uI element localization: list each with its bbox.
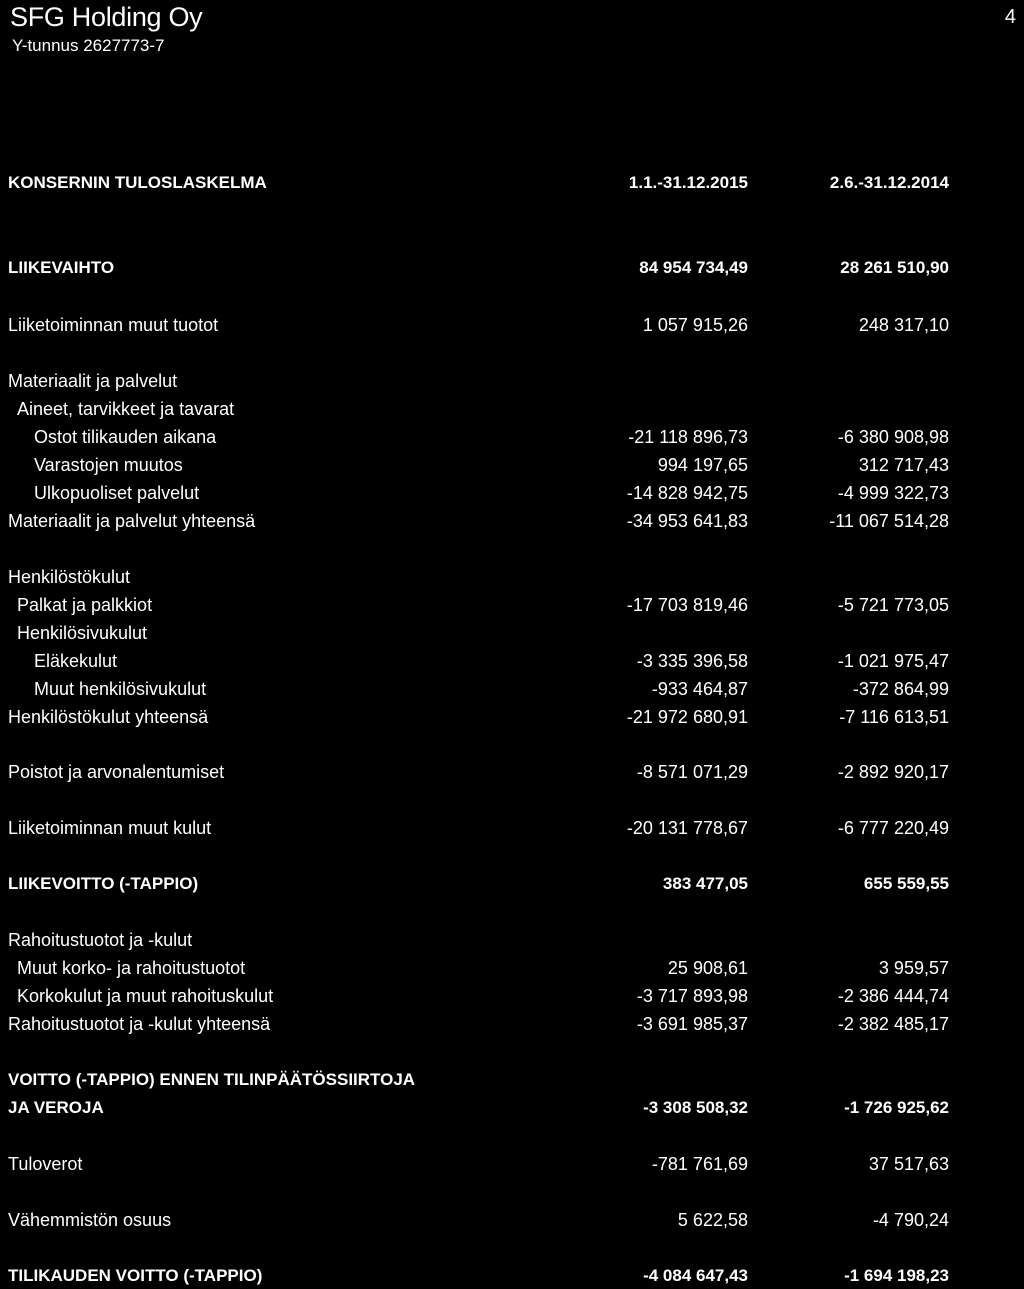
statement-row	[0, 593, 1024, 617]
row-value-2: 37 517,63	[868, 1154, 949, 1174]
statement-row	[0, 369, 1024, 393]
statement-row	[0, 956, 1024, 980]
row-value-2: 655 559,55	[863, 874, 949, 893]
statement-row	[0, 816, 1024, 840]
statement-row	[0, 621, 1024, 645]
row-value-1: -21 972 680,91	[626, 707, 748, 727]
row-value-2: 248 317,10	[858, 315, 949, 335]
statement-row	[0, 705, 1024, 729]
row-value-1: -3 717 893,98	[636, 986, 748, 1006]
statement-row	[0, 1152, 1024, 1176]
row-value-1: -933 464,87	[651, 679, 748, 699]
row-label: Vähemmistön osuus	[8, 1210, 172, 1230]
row-label: Materiaalit ja palvelut yhteensä	[8, 511, 256, 531]
row-label: Ulkopuoliset palvelut	[34, 483, 200, 503]
statement-row	[0, 453, 1024, 477]
row-label: Materiaalit ja palvelut	[8, 371, 178, 391]
row-label: Palkat ja palkkiot	[17, 595, 153, 615]
row-label: Ostot tilikauden aikana	[34, 427, 217, 447]
row-value-2: -2 382 485,17	[837, 1014, 949, 1034]
statement-row	[0, 872, 1024, 896]
row-label: Aineet, tarvikkeet ja tavarat	[17, 399, 235, 419]
row-label: Korkokulut ja muut rahoituskulut	[17, 986, 274, 1006]
statement-row	[0, 565, 1024, 589]
row-label: Eläkekulut	[34, 651, 118, 671]
statement-row	[0, 649, 1024, 673]
row-value-1: -3 335 396,58	[636, 651, 748, 671]
row-label: Poistot ja arvonalentumiset	[8, 762, 225, 782]
statement-row	[0, 1068, 1024, 1092]
statement-row	[0, 1012, 1024, 1036]
row-label: Tuloverot	[8, 1154, 83, 1174]
row-value-2: -2 386 444,74	[837, 986, 949, 1006]
row-value-1: 5 622,58	[677, 1210, 748, 1230]
row-value-2: -7 116 613,51	[839, 707, 949, 727]
row-value-2: -5 721 773,05	[837, 595, 949, 615]
period-2-header: 2.6.-31.12.2014	[829, 173, 949, 192]
row-value-2: 312 717,43	[858, 455, 949, 475]
statement-row	[0, 397, 1024, 421]
row-value-2: -6 777 220,49	[837, 818, 949, 838]
row-value-2: -1 726 925,62	[844, 1098, 949, 1117]
row-label: LIIKEVOITTO (-TAPPIO)	[8, 874, 199, 893]
company-name: SFG Holding Oy	[10, 2, 203, 32]
row-value-1: -21 118 896,73	[628, 427, 748, 447]
statement-row	[0, 1208, 1024, 1232]
row-value-1: -8 571 071,29	[636, 762, 748, 782]
row-value-1: 383 477,05	[662, 874, 748, 893]
row-value-1: -781 761,69	[651, 1154, 748, 1174]
statement-row	[0, 313, 1024, 337]
statement-row	[0, 928, 1024, 952]
row-value-2: -372 864,99	[852, 679, 949, 699]
statement-row	[0, 760, 1024, 784]
row-label: Henkilöstökulut yhteensä	[8, 707, 209, 727]
row-value-1: -3 308 508,32	[643, 1098, 748, 1117]
row-label: Liiketoiminnan muut tuotot	[8, 315, 219, 335]
row-value-2: -4 790,24	[872, 1210, 949, 1230]
page-number: 4	[1004, 6, 1016, 28]
row-value-2: 28 261 510,90	[840, 258, 949, 277]
row-value-1: 84 954 734,49	[639, 258, 748, 277]
row-label: Liiketoiminnan muut kulut	[8, 818, 212, 838]
row-value-1: -34 953 641,83	[626, 511, 748, 531]
row-value-1: -3 691 985,37	[636, 1014, 748, 1034]
row-value-1: 25 908,61	[667, 958, 748, 978]
statement-row	[0, 1096, 1024, 1120]
period-1-header: 1.1.-31.12.2015	[628, 173, 748, 192]
row-label: TILIKAUDEN VOITTO (-TAPPIO)	[8, 1266, 263, 1285]
row-label: Henkilöstökulut	[8, 567, 131, 587]
statement-row	[0, 677, 1024, 701]
row-label: Rahoitustuotot ja -kulut	[8, 930, 193, 950]
statement-row	[0, 256, 1024, 280]
row-label: Rahoitustuotot ja -kulut yhteensä	[8, 1014, 271, 1034]
row-value-2: -2 892 920,17	[837, 762, 949, 782]
business-id: Y-tunnus 2627773-7	[12, 36, 165, 55]
statement-row	[0, 1264, 1024, 1288]
row-value-1: 994 197,65	[657, 455, 748, 475]
row-value-1: -17 703 819,46	[626, 595, 748, 615]
row-value-1: 1 057 915,26	[642, 315, 748, 335]
row-value-2: -6 380 908,98	[837, 427, 949, 447]
row-label: Varastojen muutos	[34, 455, 183, 475]
statement-title: KONSERNIN TULOSLASKELMA	[8, 173, 267, 192]
statement-header	[0, 171, 1024, 195]
row-value-2: -4 999 322,73	[837, 483, 949, 503]
statement-row	[0, 984, 1024, 1008]
row-label: VOITTO (-TAPPIO) ENNEN TILINPÄÄTÖSSIIRTOJA	[8, 1070, 416, 1089]
row-value-1: -14 828 942,75	[626, 483, 748, 503]
statement-row	[0, 481, 1024, 505]
row-value-2: 3 959,57	[878, 958, 949, 978]
statement-row	[0, 425, 1024, 449]
row-label: LIIKEVAIHTO	[8, 258, 115, 277]
statement-row	[0, 509, 1024, 533]
row-label: Muut korko- ja rahoitustuotot	[17, 958, 246, 978]
row-label: Muut henkilösivukulut	[34, 679, 207, 699]
row-value-2: -1 694 198,23	[844, 1266, 949, 1285]
row-label: Henkilösivukulut	[17, 623, 148, 643]
row-value-2: -11 067 514,28	[829, 511, 949, 531]
row-value-1: -20 131 778,67	[626, 818, 748, 838]
row-value-2: -1 021 975,47	[837, 651, 949, 671]
row-value-1: -4 084 647,43	[643, 1266, 748, 1285]
row-label: JA VEROJA	[8, 1098, 104, 1117]
